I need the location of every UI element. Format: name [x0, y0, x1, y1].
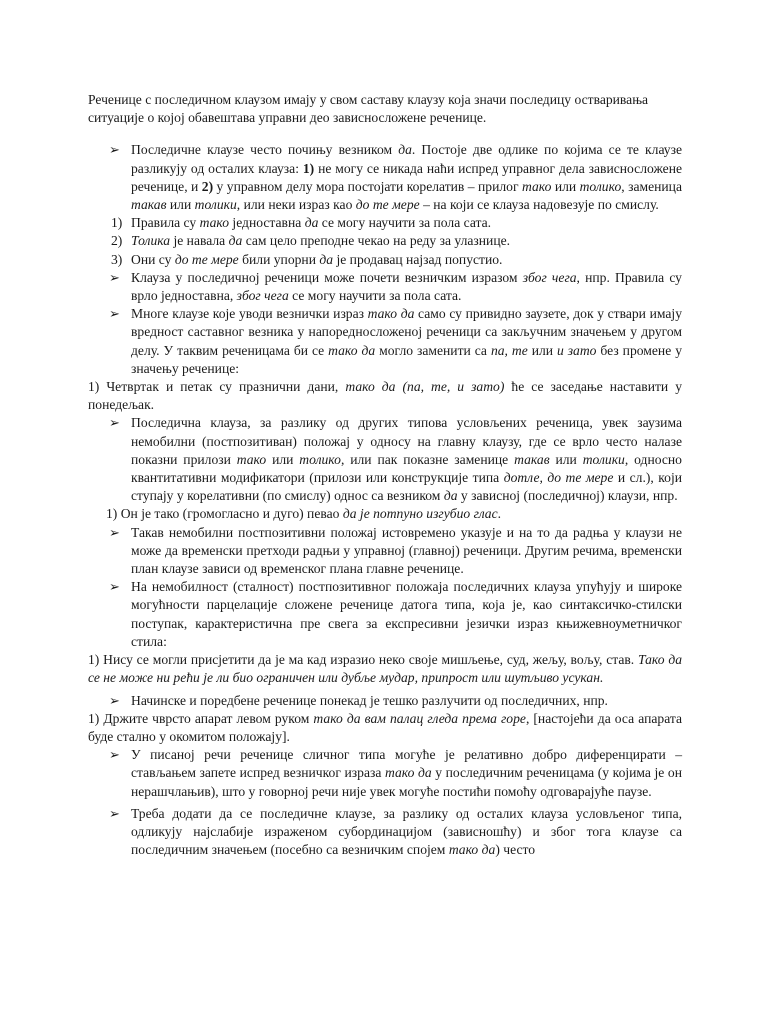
emphasis: Толика — [131, 233, 171, 249]
emphasis: да — [304, 215, 319, 231]
text: Последичне клаузе често почињу везником — [131, 142, 399, 158]
bullet-correlative — [88, 141, 682, 214]
text: је продавац најзад попустио. — [333, 251, 503, 267]
numbered-example-1 — [88, 214, 682, 232]
emphasis: толико — [299, 451, 341, 467]
text: , односно квантитативни модификатори (прилози или конструкције типа — [131, 451, 682, 486]
example-number: 1) — [111, 215, 123, 231]
emphasis: тако — [236, 451, 267, 467]
emphasis: тако да (па, те, и зато) — [345, 379, 505, 395]
intro-paragraph — [88, 91, 682, 127]
text: Такав немобилни постпозитивни положај истовремено указује и на то да радња у клаузи не може да временски претходи радњи у управној (главној) реченици. Другим речима, временски план клаузе зависи од временског плана главне реченице. — [131, 524, 682, 577]
text: у зависној (последичној) клаузи, нпр. — [457, 488, 678, 504]
text: у управном делу мора постојати корелатив – прилог — [213, 178, 522, 194]
text: и сл.), који ступају у корелативни (по смислу) однос са везником — [131, 470, 683, 504]
bullet-time-plan — [88, 524, 682, 579]
text: Треба додати да се последичне клаузе, за разлику од осталих клауза условљеног типа, одликују најслабије израженом субординацијом (зависношћу) и због тога клаузе са последичним значењем (посебно са везничким спојем — [131, 805, 682, 858]
bold-number: 2) — [201, 178, 214, 194]
bullet-written-speech — [88, 746, 682, 801]
emphasis: да је потпуно изгубио глас — [342, 506, 498, 522]
text: Правила су — [131, 215, 200, 231]
emphasis: тако да — [367, 306, 415, 322]
example-camera — [88, 710, 682, 746]
text: сам цело преподне чекао на реду за улазнице. — [242, 233, 511, 249]
emphasis: тако — [199, 215, 230, 231]
text: . Постоје две одлике по којима се те клаузе разликују од осталих клауза: — [131, 142, 682, 176]
text: Последична клауза, за разлику од других типова условљених реченица, увек заузима немобилни (постпозитиван) положај у односу на главну клаузу, где се врло често налазе показни прилози — [131, 415, 682, 467]
arrow-bullet-icon: ➢ — [109, 579, 120, 595]
document-page — [88, 91, 682, 859]
text: Клауза у последичној реченици може почети везничким изразом — [131, 269, 523, 285]
text: 1) Нису се могли присјетити да је ма кад изразио неко своје мишљење, суд, жељу, вољу, став. — [88, 652, 638, 668]
example-number: 2) — [111, 233, 123, 249]
emphasis: толики — [582, 451, 625, 467]
text: Начинске и поредбене реченице понекад је тешко разлучити од последичних, нпр. — [131, 692, 608, 708]
arrow-bullet-icon: ➢ — [109, 415, 120, 431]
emphasis: да — [319, 251, 334, 267]
numbered-example-3 — [88, 251, 682, 269]
bullet-zbog-cega — [88, 269, 682, 305]
example-number: 3) — [111, 251, 123, 267]
emphasis: па, те — [490, 342, 528, 358]
text: , [настојећи да оса апарата буде стално у окомитом положају]. — [88, 710, 683, 744]
text: могло заменити са — [375, 342, 491, 358]
text: се могу научити за пола сата. — [288, 288, 462, 304]
text: , или неки израз као — [236, 197, 356, 213]
text: 1) Он је тако (громогласно и дуго) певао — [106, 506, 343, 522]
emphasis: толики — [194, 197, 237, 213]
emphasis: Тако да се не може ни рећи је ли био ограничен или дубље мудар, припрост или шутљиво усукан. — [88, 652, 682, 686]
emphasis: због чега — [522, 269, 577, 285]
text: или — [266, 451, 300, 467]
emphasis: тако да — [384, 765, 432, 781]
bullet-subordination — [88, 805, 682, 860]
emphasis: тако да — [328, 342, 376, 358]
text: без промене у значењу реченице: — [131, 342, 682, 376]
emphasis: тако да вам палац гледа према горе — [313, 710, 526, 726]
text: , нпр. Правила су врло једноставна, — [131, 269, 682, 304]
emphasis: толико — [579, 178, 622, 194]
numbered-example-2 — [88, 232, 682, 250]
example-singing — [88, 505, 682, 523]
arrow-bullet-icon: ➢ — [109, 524, 120, 540]
text: , или пак показне заменице — [340, 451, 515, 467]
text: У писаној речи реченице сличног типа могуће је релативно добро диференцирати – стављањем запете испред везничког израза — [131, 747, 682, 781]
bullet-manner — [88, 692, 682, 710]
emphasis: дотле, до те мере — [503, 470, 614, 486]
text: , заменица — [621, 178, 682, 194]
text: ће се заседање наставити у понедељак. — [88, 379, 683, 413]
emphasis: да — [443, 488, 458, 504]
bullet-postpositive — [88, 414, 682, 505]
emphasis: до те мере — [174, 251, 239, 267]
text: или — [527, 342, 557, 358]
bullet-tako-da — [88, 305, 682, 378]
arrow-bullet-icon: ➢ — [109, 692, 120, 708]
arrow-bullet-icon: ➢ — [109, 805, 120, 821]
emphasis: такав — [514, 451, 550, 467]
text: били упорни — [238, 251, 320, 267]
text: Они су — [131, 251, 175, 267]
text: – на који се клауза надовезује по смислу. — [419, 197, 659, 213]
arrow-bullet-icon: ➢ — [109, 747, 120, 763]
text: у последичним реченицама (у којима је он нерашчлањив), што у говорној речи није увек могуће постићи помоћу одговарајуће паузе. — [131, 765, 682, 799]
text: не могу се никада наћи испред управног дела зависносложене реченице, и — [131, 160, 682, 194]
arrow-bullet-icon: ➢ — [109, 306, 120, 322]
bullet-parcelation — [88, 578, 682, 651]
text: је навала — [170, 233, 229, 249]
emphasis: тако — [521, 178, 552, 194]
emphasis: да — [228, 233, 243, 249]
text: ) често — [495, 842, 536, 858]
text: 1) Четвртак и петак су празнични дани, — [88, 379, 346, 395]
text: или — [551, 178, 580, 194]
arrow-bullet-icon: ➢ — [109, 269, 120, 285]
example-opinion — [88, 651, 682, 687]
emphasis: и зато — [557, 342, 597, 358]
text: . — [497, 506, 502, 522]
text: или — [166, 197, 195, 213]
text: или — [549, 451, 583, 467]
emphasis: до те мере — [355, 197, 420, 213]
text: На немобилност (сталност) постпозитивног положаја последичних клауза упућују и широке могућности парцелације сложене реченице датога типа, која је, као синтаксичко-стилски поступак, карактеристична пре свега за експресивни језички израз књижевноуметничког стила: — [131, 579, 682, 649]
text: 1) Држите чврсто апарат левом руком — [88, 710, 314, 726]
text: Многе клаузе које уводи везнички израз — [131, 306, 368, 322]
text: само су привидно заузете, док у ствари имају вредност саставног везника у напоредносложеној реченици са закључним значењем у другом делу. У таквим реченицама би се — [131, 306, 682, 358]
text: једноставна — [229, 215, 305, 231]
emphasis: тако да — [448, 842, 496, 858]
text: се могу научити за пола сата. — [318, 215, 492, 231]
emphasis: такав — [131, 197, 167, 213]
example-holidays — [88, 378, 682, 414]
emphasis: због чега — [236, 288, 289, 304]
intro-text: Реченице с последичном клаузом имају у свом саставу клаузу која значи последицу остваривања ситуације о којој обавештава управни део зависносложене реченице. — [88, 92, 649, 126]
arrow-bullet-icon: ➢ — [109, 142, 120, 158]
bold-number: 1) — [302, 160, 315, 176]
emphasis: да — [398, 142, 412, 158]
